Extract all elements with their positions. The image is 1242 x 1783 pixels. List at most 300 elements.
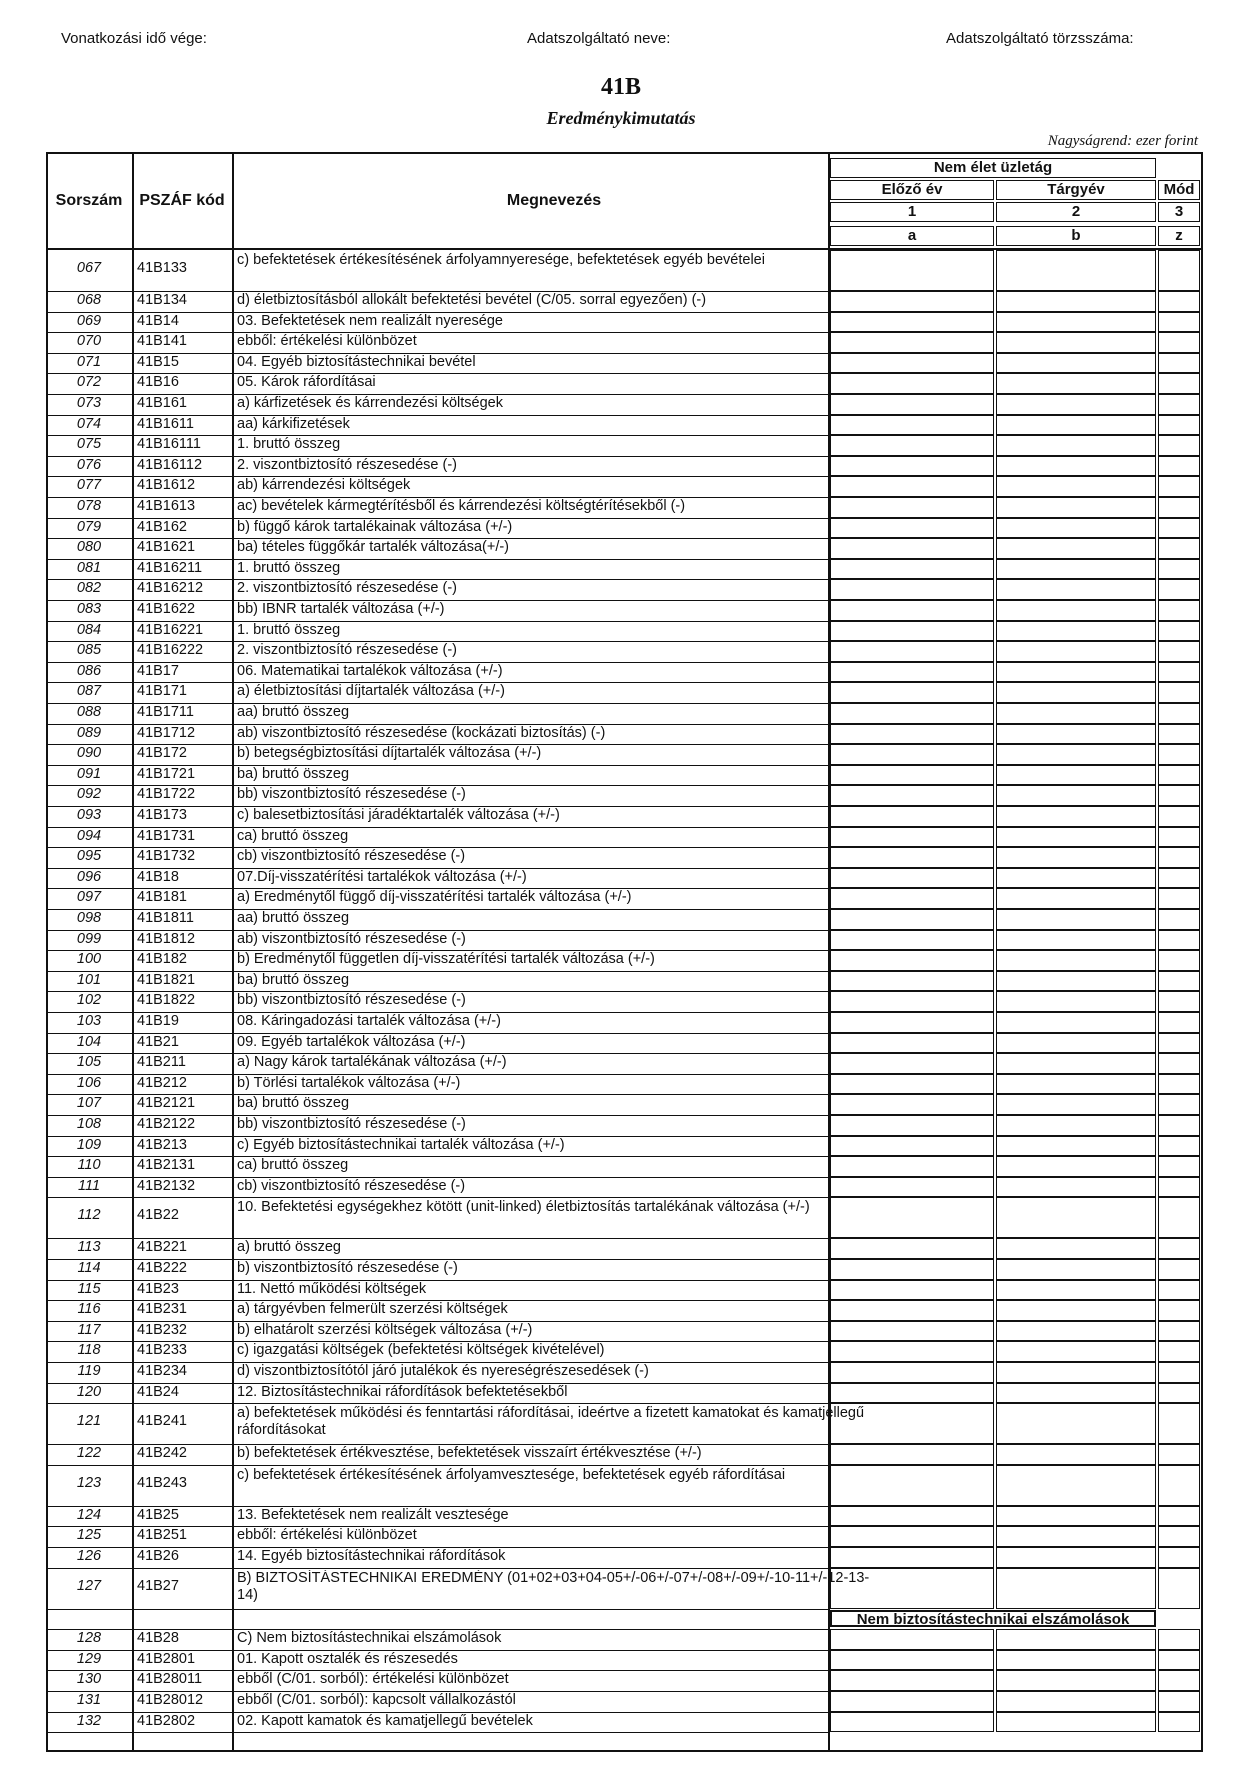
row-description: b) függő károk tartalékainak változása (+/-) xyxy=(237,518,513,535)
row-code: 41B16 xyxy=(137,374,179,391)
value-cell-prev[interactable] xyxy=(830,1629,994,1650)
value-cell-prev[interactable] xyxy=(830,250,994,291)
value-cell-curr[interactable] xyxy=(996,950,1156,971)
row-number: 101 xyxy=(76,971,102,988)
value-cell-curr[interactable] xyxy=(996,1074,1156,1095)
value-cell-curr[interactable] xyxy=(996,785,1156,806)
value-cell-prev[interactable] xyxy=(830,744,994,765)
value-cell-prev[interactable] xyxy=(830,1156,994,1177)
row-description: 10. Befektetési egységekhez kötött (unit-linked) életbiztosítás tartalékának változása (+/-) xyxy=(237,1199,810,1216)
value-cell-mod[interactable] xyxy=(1158,847,1200,868)
value-cell-curr[interactable] xyxy=(996,1465,1156,1506)
value-cell-mod[interactable] xyxy=(1158,641,1200,662)
value-cell-prev[interactable] xyxy=(830,1238,994,1259)
value-cell-mod[interactable] xyxy=(1158,991,1200,1012)
row-description: a) életbiztosítási díjtartalék változása (+/-) xyxy=(237,683,505,700)
value-cell-prev[interactable] xyxy=(830,1012,994,1033)
value-cell-prev[interactable] xyxy=(830,600,994,621)
value-cell-prev[interactable] xyxy=(830,456,994,477)
row-description: 13. Befektetések nem realizált vesztesége xyxy=(237,1506,509,1523)
value-cell-mod[interactable] xyxy=(1158,353,1200,374)
row-code: 41B1721 xyxy=(137,765,196,782)
value-cell-curr[interactable] xyxy=(996,1136,1156,1157)
value-cell-prev[interactable] xyxy=(830,1033,994,1054)
row-description: bb) viszontbiztosító részesedése (-) xyxy=(237,786,466,803)
value-cell-mod[interactable] xyxy=(1158,250,1200,291)
value-cell-curr[interactable] xyxy=(996,1321,1156,1342)
value-cell-prev[interactable] xyxy=(830,1403,994,1444)
value-cell-curr[interactable] xyxy=(996,1691,1156,1712)
value-cell-prev[interactable] xyxy=(830,1506,994,1527)
row-divider xyxy=(48,1732,828,1733)
row-code: 41B232 xyxy=(137,1321,187,1338)
value-cell-curr[interactable] xyxy=(996,827,1156,848)
value-cell-prev[interactable] xyxy=(830,1650,994,1671)
row-code: 41B133 xyxy=(137,260,187,276)
value-cell-mod[interactable] xyxy=(1158,806,1200,827)
value-cell-prev[interactable] xyxy=(830,1691,994,1712)
value-cell-curr[interactable] xyxy=(996,1444,1156,1465)
value-cell-mod[interactable] xyxy=(1158,1238,1200,1259)
row-number: 072 xyxy=(76,374,102,391)
value-cell-mod[interactable] xyxy=(1158,1465,1200,1506)
row-number: 081 xyxy=(76,559,102,576)
value-cell-curr[interactable] xyxy=(996,1156,1156,1177)
value-cell-curr[interactable] xyxy=(996,971,1156,992)
value-cell-mod[interactable] xyxy=(1158,1526,1200,1547)
value-cell-mod[interactable] xyxy=(1158,497,1200,518)
value-cell-curr[interactable] xyxy=(996,641,1156,662)
value-cell-curr[interactable] xyxy=(996,888,1156,909)
value-cell-prev[interactable] xyxy=(830,682,994,703)
value-cell-curr[interactable] xyxy=(996,1280,1156,1301)
value-cell-curr[interactable] xyxy=(996,744,1156,765)
value-cell-curr[interactable] xyxy=(996,476,1156,497)
value-cell-curr[interactable] xyxy=(996,662,1156,683)
row-number: 115 xyxy=(77,1280,101,1297)
row-description: c) balesetbiztosítási járadéktartalék változása (+/-) xyxy=(237,807,560,823)
row-description: aa) bruttó összeg xyxy=(237,910,350,926)
row-number: 106 xyxy=(76,1074,102,1091)
value-cell-curr[interactable] xyxy=(996,1403,1156,1444)
value-cell-prev[interactable] xyxy=(830,497,994,518)
value-cell-prev[interactable] xyxy=(830,847,994,868)
value-cell-mod[interactable] xyxy=(1158,765,1200,786)
value-cell-prev[interactable] xyxy=(830,1177,994,1198)
value-cell-mod[interactable] xyxy=(1158,291,1200,312)
row-description: cb) viszontbiztosító részesedése (-) xyxy=(237,1177,466,1194)
value-cell-prev[interactable] xyxy=(830,724,994,745)
value-cell-mod[interactable] xyxy=(1158,435,1200,456)
row-number: 086 xyxy=(76,662,102,679)
row-code: 41B251 xyxy=(137,1527,187,1544)
value-cell-mod[interactable] xyxy=(1158,1712,1200,1733)
value-cell-mod[interactable] xyxy=(1158,1156,1200,1177)
value-cell-prev[interactable] xyxy=(830,1383,994,1404)
row-description: 14. Egyéb biztosítástechnikai ráfordítások xyxy=(237,1548,506,1564)
value-cell-curr[interactable] xyxy=(996,1629,1156,1650)
column-header-targyev: Tárgyév xyxy=(1047,181,1105,198)
row-description: 03. Befektetések nem realizált nyeresége xyxy=(237,312,503,329)
value-cell-curr[interactable] xyxy=(996,1712,1156,1733)
row-description: 2. viszontbiztosító részesedése (-) xyxy=(237,642,458,659)
value-cell-prev[interactable] xyxy=(830,353,994,374)
row-number: 073 xyxy=(76,395,102,411)
value-cell-prev[interactable] xyxy=(830,888,994,909)
column-header-sorszam: Sorszám xyxy=(55,192,123,209)
column-number-3: 3 xyxy=(1174,203,1184,220)
value-cell-mod[interactable] xyxy=(1158,1259,1200,1280)
value-cell-curr[interactable] xyxy=(996,1033,1156,1054)
value-cell-prev[interactable] xyxy=(830,1341,994,1362)
value-cell-mod[interactable] xyxy=(1158,312,1200,333)
value-cell-prev[interactable] xyxy=(830,1568,994,1609)
row-number: 116 xyxy=(77,1301,101,1318)
value-cell-mod[interactable] xyxy=(1158,579,1200,600)
value-cell-prev[interactable] xyxy=(830,1053,994,1074)
row-code: 41B141 xyxy=(137,333,187,350)
value-cell-prev[interactable] xyxy=(830,868,994,889)
row-number: 122 xyxy=(76,1445,102,1462)
row-code: 41B25 xyxy=(137,1506,179,1523)
report-header xyxy=(0,30,1242,50)
row-description: ac) bevételek kármegtérítésből és kárrendezési költségtérítésekből (-) xyxy=(237,498,686,514)
value-cell-mod[interactable] xyxy=(1158,1670,1200,1691)
value-cell-curr[interactable] xyxy=(996,1115,1156,1136)
row-number: 131 xyxy=(76,1692,102,1708)
value-cell-mod[interactable] xyxy=(1158,1280,1200,1301)
value-cell-mod[interactable] xyxy=(1158,332,1200,353)
row-description: b) viszontbiztosító részesedése (-) xyxy=(237,1260,458,1276)
row-number: 112 xyxy=(77,1207,101,1224)
row-code: 41B16212 xyxy=(137,580,204,597)
row-code: 41B161 xyxy=(137,395,187,411)
row-number: 124 xyxy=(76,1506,102,1523)
value-cell-prev[interactable] xyxy=(830,930,994,951)
value-cell-prev[interactable] xyxy=(830,1300,994,1321)
value-cell-mod[interactable] xyxy=(1158,909,1200,930)
value-cell-curr[interactable] xyxy=(996,703,1156,724)
value-cell-prev[interactable] xyxy=(830,1526,994,1547)
row-number: 088 xyxy=(76,704,102,720)
value-cell-prev[interactable] xyxy=(830,1465,994,1506)
value-cell-prev[interactable] xyxy=(830,641,994,662)
value-cell-curr[interactable] xyxy=(996,1506,1156,1527)
value-cell-mod[interactable] xyxy=(1158,1383,1200,1404)
value-cell-mod[interactable] xyxy=(1158,456,1200,477)
value-cell-curr[interactable] xyxy=(996,1259,1156,1280)
value-cell-prev[interactable] xyxy=(830,312,994,333)
row-code: 41B213 xyxy=(137,1136,187,1153)
value-cell-prev[interactable] xyxy=(830,1670,994,1691)
value-cell-prev[interactable] xyxy=(830,621,994,642)
row-code: 41B222 xyxy=(137,1260,187,1276)
value-cell-mod[interactable] xyxy=(1158,827,1200,848)
row-description: c) befektetések értékesítésének árfolyamnyeresége, befektetések egyéb bevételei xyxy=(237,252,765,268)
value-cell-curr[interactable] xyxy=(996,435,1156,456)
value-cell-mod[interactable] xyxy=(1158,1650,1200,1671)
row-number: 080 xyxy=(76,539,102,556)
row-number: 097 xyxy=(76,889,102,906)
row-code: 41B21 xyxy=(137,1033,179,1050)
value-cell-curr[interactable] xyxy=(996,621,1156,642)
row-description: a) Nagy károk tartalékának változása (+/-) xyxy=(237,1054,507,1071)
value-cell-curr[interactable] xyxy=(996,806,1156,827)
value-cell-mod[interactable] xyxy=(1158,971,1200,992)
value-cell-curr[interactable] xyxy=(996,1197,1156,1238)
value-cell-prev[interactable] xyxy=(830,909,994,930)
value-cell-curr[interactable] xyxy=(996,394,1156,415)
value-cell-prev[interactable] xyxy=(830,1259,994,1280)
value-cell-curr[interactable] xyxy=(996,1568,1156,1609)
value-cell-mod[interactable] xyxy=(1158,785,1200,806)
value-cell-mod[interactable] xyxy=(1158,868,1200,889)
value-cell-mod[interactable] xyxy=(1158,1568,1200,1609)
value-cell-mod[interactable] xyxy=(1158,1197,1200,1238)
value-cell-mod[interactable] xyxy=(1158,476,1200,497)
row-description: cb) viszontbiztosító részesedése (-) xyxy=(237,848,466,865)
value-cell-curr[interactable] xyxy=(996,1094,1156,1115)
row-code: 41B23 xyxy=(137,1280,179,1297)
row-code: 41B2131 xyxy=(137,1157,196,1174)
value-cell-prev[interactable] xyxy=(830,827,994,848)
value-cell-curr[interactable] xyxy=(996,909,1156,930)
value-cell-curr[interactable] xyxy=(996,682,1156,703)
value-cell-curr[interactable] xyxy=(996,373,1156,394)
value-cell-curr[interactable] xyxy=(996,456,1156,477)
value-cell-mod[interactable] xyxy=(1158,1341,1200,1362)
column-header-elozo-ev: Előző év xyxy=(881,181,943,198)
row-code: 41B172 xyxy=(137,745,187,762)
row-code: 41B28 xyxy=(137,1630,179,1647)
value-cell-curr[interactable] xyxy=(996,1177,1156,1198)
value-cell-curr[interactable] xyxy=(996,724,1156,745)
value-cell-prev[interactable] xyxy=(830,373,994,394)
row-code: 41B14 xyxy=(137,312,179,329)
value-cell-mod[interactable] xyxy=(1158,1300,1200,1321)
value-cell-prev[interactable] xyxy=(830,1321,994,1342)
value-cell-prev[interactable] xyxy=(830,662,994,683)
row-number: 128 xyxy=(76,1630,102,1647)
row-code: 41B16211 xyxy=(137,559,203,576)
value-cell-mod[interactable] xyxy=(1158,1033,1200,1054)
value-cell-mod[interactable] xyxy=(1158,1136,1200,1157)
column-divider xyxy=(232,154,234,1750)
row-description: aa) bruttó összeg xyxy=(237,704,350,720)
value-cell-mod[interactable] xyxy=(1158,662,1200,683)
row-description: b) elhatárolt szerzési költségek változása (+/-) xyxy=(237,1321,533,1338)
value-cell-curr[interactable] xyxy=(996,250,1156,291)
row-number: 075 xyxy=(76,436,102,453)
row-code: 41B1732 xyxy=(137,848,196,865)
row-number: 070 xyxy=(76,333,102,350)
row-code: 41B243 xyxy=(137,1474,187,1491)
value-cell-prev[interactable] xyxy=(830,332,994,353)
value-cell-curr[interactable] xyxy=(996,579,1156,600)
value-cell-curr[interactable] xyxy=(996,1670,1156,1691)
value-cell-curr[interactable] xyxy=(996,847,1156,868)
value-cell-curr[interactable] xyxy=(996,1383,1156,1404)
provider-id-label: Adatszolgáltató törzsszáma: xyxy=(946,30,1134,47)
row-number: 069 xyxy=(76,312,102,329)
value-cell-prev[interactable] xyxy=(830,950,994,971)
row-number: 096 xyxy=(76,868,102,885)
row-number: 105 xyxy=(76,1054,102,1071)
value-cell-mod[interactable] xyxy=(1158,600,1200,621)
row-number: 098 xyxy=(76,910,102,926)
value-cell-curr[interactable] xyxy=(996,868,1156,889)
value-cell-prev[interactable] xyxy=(830,291,994,312)
value-cell-curr[interactable] xyxy=(996,1650,1156,1671)
value-cell-mod[interactable] xyxy=(1158,1403,1200,1444)
value-cell-prev[interactable] xyxy=(830,991,994,1012)
value-cell-curr[interactable] xyxy=(996,930,1156,951)
row-description: bb) IBNR tartalék változása (+/-) xyxy=(237,601,445,617)
row-number: 092 xyxy=(76,786,102,803)
value-cell-curr[interactable] xyxy=(996,1547,1156,1568)
row-code: 41B212 xyxy=(137,1074,187,1091)
value-cell-prev[interactable] xyxy=(830,1280,994,1301)
value-cell-curr[interactable] xyxy=(996,600,1156,621)
value-cell-curr[interactable] xyxy=(996,1012,1156,1033)
row-code: 41B1612 xyxy=(137,477,196,494)
value-cell-mod[interactable] xyxy=(1158,559,1200,580)
value-cell-mod[interactable] xyxy=(1158,950,1200,971)
value-cell-prev[interactable] xyxy=(830,579,994,600)
value-cell-mod[interactable] xyxy=(1158,1094,1200,1115)
value-cell-prev[interactable] xyxy=(830,1094,994,1115)
row-code: 41B16221 xyxy=(137,621,204,638)
value-cell-mod[interactable] xyxy=(1158,1053,1200,1074)
value-cell-mod[interactable] xyxy=(1158,1629,1200,1650)
value-cell-prev[interactable] xyxy=(830,806,994,827)
row-description: ebből: értékelési különbözet xyxy=(237,1527,417,1544)
value-cell-prev[interactable] xyxy=(830,785,994,806)
value-cell-prev[interactable] xyxy=(830,1115,994,1136)
value-cell-mod[interactable] xyxy=(1158,703,1200,724)
value-cell-mod[interactable] xyxy=(1158,538,1200,559)
value-cell-curr[interactable] xyxy=(996,332,1156,353)
value-cell-curr[interactable] xyxy=(996,765,1156,786)
value-cell-curr[interactable] xyxy=(996,353,1156,374)
value-cell-curr[interactable] xyxy=(996,518,1156,539)
row-number: 104 xyxy=(76,1033,102,1050)
value-cell-mod[interactable] xyxy=(1158,1362,1200,1383)
value-cell-curr[interactable] xyxy=(996,1300,1156,1321)
value-cell-mod[interactable] xyxy=(1158,415,1200,436)
row-number: 109 xyxy=(76,1136,102,1153)
value-cell-mod[interactable] xyxy=(1158,1012,1200,1033)
value-cell-prev[interactable] xyxy=(830,703,994,724)
value-cell-curr[interactable] xyxy=(996,559,1156,580)
row-number: 110 xyxy=(77,1157,101,1174)
row-number: 091 xyxy=(76,765,102,782)
value-cell-curr[interactable] xyxy=(996,538,1156,559)
value-cell-prev[interactable] xyxy=(830,538,994,559)
value-cell-curr[interactable] xyxy=(996,1362,1156,1383)
value-cell-curr[interactable] xyxy=(996,312,1156,333)
row-description: c) Egyéb biztosítástechnikai tartalék változása (+/-) xyxy=(237,1136,565,1153)
value-cell-curr[interactable] xyxy=(996,291,1156,312)
value-cell-curr[interactable] xyxy=(996,1526,1156,1547)
value-cell-prev[interactable] xyxy=(830,476,994,497)
value-cell-mod[interactable] xyxy=(1158,682,1200,703)
value-cell-curr[interactable] xyxy=(996,415,1156,436)
value-cell-mod[interactable] xyxy=(1158,1547,1200,1568)
row-code: 41B221 xyxy=(137,1239,187,1256)
row-description: aa) kárkifizetések xyxy=(237,415,350,432)
row-code: 41B24 xyxy=(137,1383,179,1400)
row-number: 107 xyxy=(76,1095,102,1112)
value-cell-mod[interactable] xyxy=(1158,621,1200,642)
value-cell-mod[interactable] xyxy=(1158,930,1200,951)
value-cell-mod[interactable] xyxy=(1158,1691,1200,1712)
row-number: 068 xyxy=(76,292,102,308)
section-label: Nem biztosítástechnikai elszámolások xyxy=(856,1610,1130,1628)
row-description: C) Nem biztosítástechnikai elszámolások xyxy=(237,1630,502,1647)
value-cell-prev[interactable] xyxy=(830,415,994,436)
value-cell-mod[interactable] xyxy=(1158,1177,1200,1198)
value-cell-mod[interactable] xyxy=(1158,1506,1200,1527)
value-cell-curr[interactable] xyxy=(996,1341,1156,1362)
value-cell-prev[interactable] xyxy=(830,1444,994,1465)
column-group-nem-elet: Nem élet üzletág xyxy=(933,159,1053,176)
row-description: d) életbiztosításból allokált befektetési bevétel (C/05. sorral egyezően) (-) xyxy=(237,292,707,308)
value-cell-mod[interactable] xyxy=(1158,744,1200,765)
value-cell-mod[interactable] xyxy=(1158,888,1200,909)
value-cell-mod[interactable] xyxy=(1158,394,1200,415)
value-cell-curr[interactable] xyxy=(996,991,1156,1012)
value-cell-prev[interactable] xyxy=(830,1197,994,1238)
row-description: a) bruttó összeg xyxy=(237,1239,341,1256)
value-cell-curr[interactable] xyxy=(996,1053,1156,1074)
row-description: 12. Biztosítástechnikai ráfordítások befektetésekből xyxy=(237,1383,568,1400)
row-code: 41B1712 xyxy=(137,724,196,741)
row-description: ebből: értékelési különbözet xyxy=(237,333,417,350)
value-cell-mod[interactable] xyxy=(1158,1074,1200,1095)
row-description: 02. Kapott kamatok és kamatjellegű bevételek xyxy=(237,1712,533,1729)
row-code: 41B16222 xyxy=(137,642,204,659)
value-cell-curr[interactable] xyxy=(996,497,1156,518)
row-description: a) Eredménytől függő díj-visszatérítési tartalék változása (+/-) xyxy=(237,889,632,906)
value-cell-mod[interactable] xyxy=(1158,1444,1200,1465)
value-cell-prev[interactable] xyxy=(830,1712,994,1733)
value-cell-prev[interactable] xyxy=(830,765,994,786)
value-cell-mod[interactable] xyxy=(1158,518,1200,539)
row-number: 074 xyxy=(76,415,102,432)
value-cell-prev[interactable] xyxy=(830,971,994,992)
value-cell-curr[interactable] xyxy=(996,1238,1156,1259)
value-cell-prev[interactable] xyxy=(830,1074,994,1095)
value-cell-prev[interactable] xyxy=(830,435,994,456)
value-cell-prev[interactable] xyxy=(830,559,994,580)
row-description: 08. Káringadozási tartalék változása (+/-) xyxy=(237,1013,501,1029)
value-cell-prev[interactable] xyxy=(830,394,994,415)
column-letter-a: a xyxy=(907,227,917,244)
value-cell-prev[interactable] xyxy=(830,1362,994,1383)
value-cell-mod[interactable] xyxy=(1158,724,1200,745)
value-cell-mod[interactable] xyxy=(1158,1115,1200,1136)
value-cell-prev[interactable] xyxy=(830,518,994,539)
row-description: bb) viszontbiztosító részesedése (-) xyxy=(237,992,466,1009)
row-description: 09. Egyéb tartalékok változása (+/-) xyxy=(237,1033,466,1050)
value-cell-prev[interactable] xyxy=(830,1136,994,1157)
value-cell-mod[interactable] xyxy=(1158,373,1200,394)
row-number: 103 xyxy=(76,1013,102,1029)
value-cell-prev[interactable] xyxy=(830,1547,994,1568)
value-cell-mod[interactable] xyxy=(1158,1321,1200,1342)
row-description: d) viszontbiztosítótól járó jutalékok és nyereségrészesedések (-) xyxy=(237,1363,649,1379)
